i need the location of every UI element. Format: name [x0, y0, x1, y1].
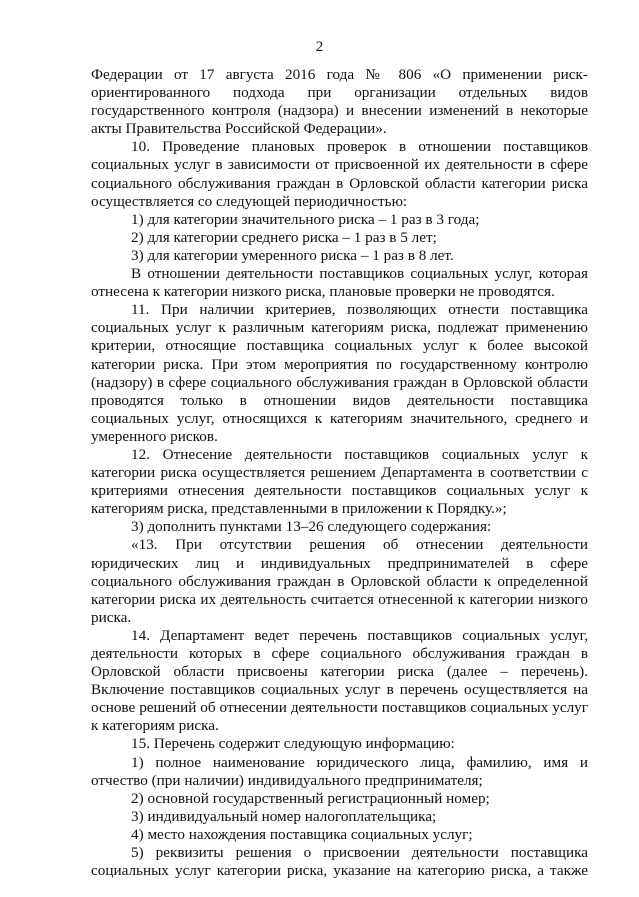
list-item: 3) индивидуальный номер налогоплательщика; — [131, 807, 437, 825]
paragraph-item-12: 12. Отнесение деятельности поставщиков социальных услуг к категории риска осуществляется решением Департамента в соответствии с критериями отнесения деятельности поставщиков социальных услуг к категориям риска, представленными в приложении к Порядку.»; — [91, 445, 588, 518]
paragraph-item-15: 15. Перечень содержит следующую информацию: — [131, 735, 455, 753]
list-item: 2) для категории среднего риска – 1 раз в 5 лет; — [131, 228, 437, 246]
list-item: 4) место нахождения поставщика социальных услуг; — [131, 825, 473, 843]
paragraph-amendment-3: 3) дополнить пунктами 13–26 следующего содержания: — [131, 518, 492, 536]
paragraph-item-14: 14. Департамент ведет перечень поставщиков социальных услуг, деятельности которых в сфере социального обслуживания граждан в Орловской области присвоены категории риска (далее – перечень). Включение поставщиков социальных услуг в перечень осуществляется на основе решений об отнесении деятельности поставщиков социальных услуг к категориям риска. — [91, 626, 588, 735]
paragraph-item-10: 10. Проведение плановых проверок в отношении поставщиков социальных услуг в зависимости от присвоенной их деятельности в сфере социального обслуживания граждан в Орловской области категории риска осуществляется со следующей периодичностью: — [91, 138, 588, 210]
list-item: 5) реквизиты решения о присвоении деятельности поставщика социальных услуг категории риска, указание на категорию риска, а также — [91, 844, 588, 880]
list-item: 2) основной государственный регистрационный номер; — [131, 789, 490, 807]
document-body — [91, 66, 588, 880]
list-item: 1) для категории значительного риска – 1 раз в 3 года; — [131, 210, 480, 228]
paragraph-item-13: «13. При отсутствии решения об отнесении деятельности юридических лиц и индивидуальных предпринимателей в сфере социального обслуживания граждан в Орловской области к определенной категории риска их деятельность считается отнесенной к категории низкого риска. — [91, 536, 588, 626]
page-number: 2 — [315, 39, 324, 55]
paragraph-item-11: 11. При наличии критериев, позволяющих отнести поставщика социальных услуг к различным категориям риска, подлежат применению критерии, относящие поставщика социальных услуг к более высокой категории риска. При этом мероприятия по государственному контролю (надзору) в сфере социального обслуживания граждан в Орловской области проводятся только в отношении видов деятельности поставщика социальных услуг, относящихся к категориям значительного, среднего и умеренного рисков. — [91, 301, 588, 445]
list-item: 1) полное наименование юридического лица, фамилию, имя и отчество (при наличии) индивидуального предпринимателя; — [91, 753, 588, 789]
list-item: 3) для категории умеренного риска – 1 раз в 8 лет. — [131, 246, 454, 264]
paragraph-low-risk: В отношении деятельности поставщиков социальных услуг, которая отнесена к категории низкого риска, плановые проверки не проводятся. — [91, 265, 588, 301]
paragraph-continuation: Федерации от 17 августа 2016 года № 806 «О применении риск-ориентированного подхода при организации отдельных видов государственного контроля (надзора) и внесении изменений в некоторые акты Правительства Российской Федерации». — [91, 66, 588, 138]
